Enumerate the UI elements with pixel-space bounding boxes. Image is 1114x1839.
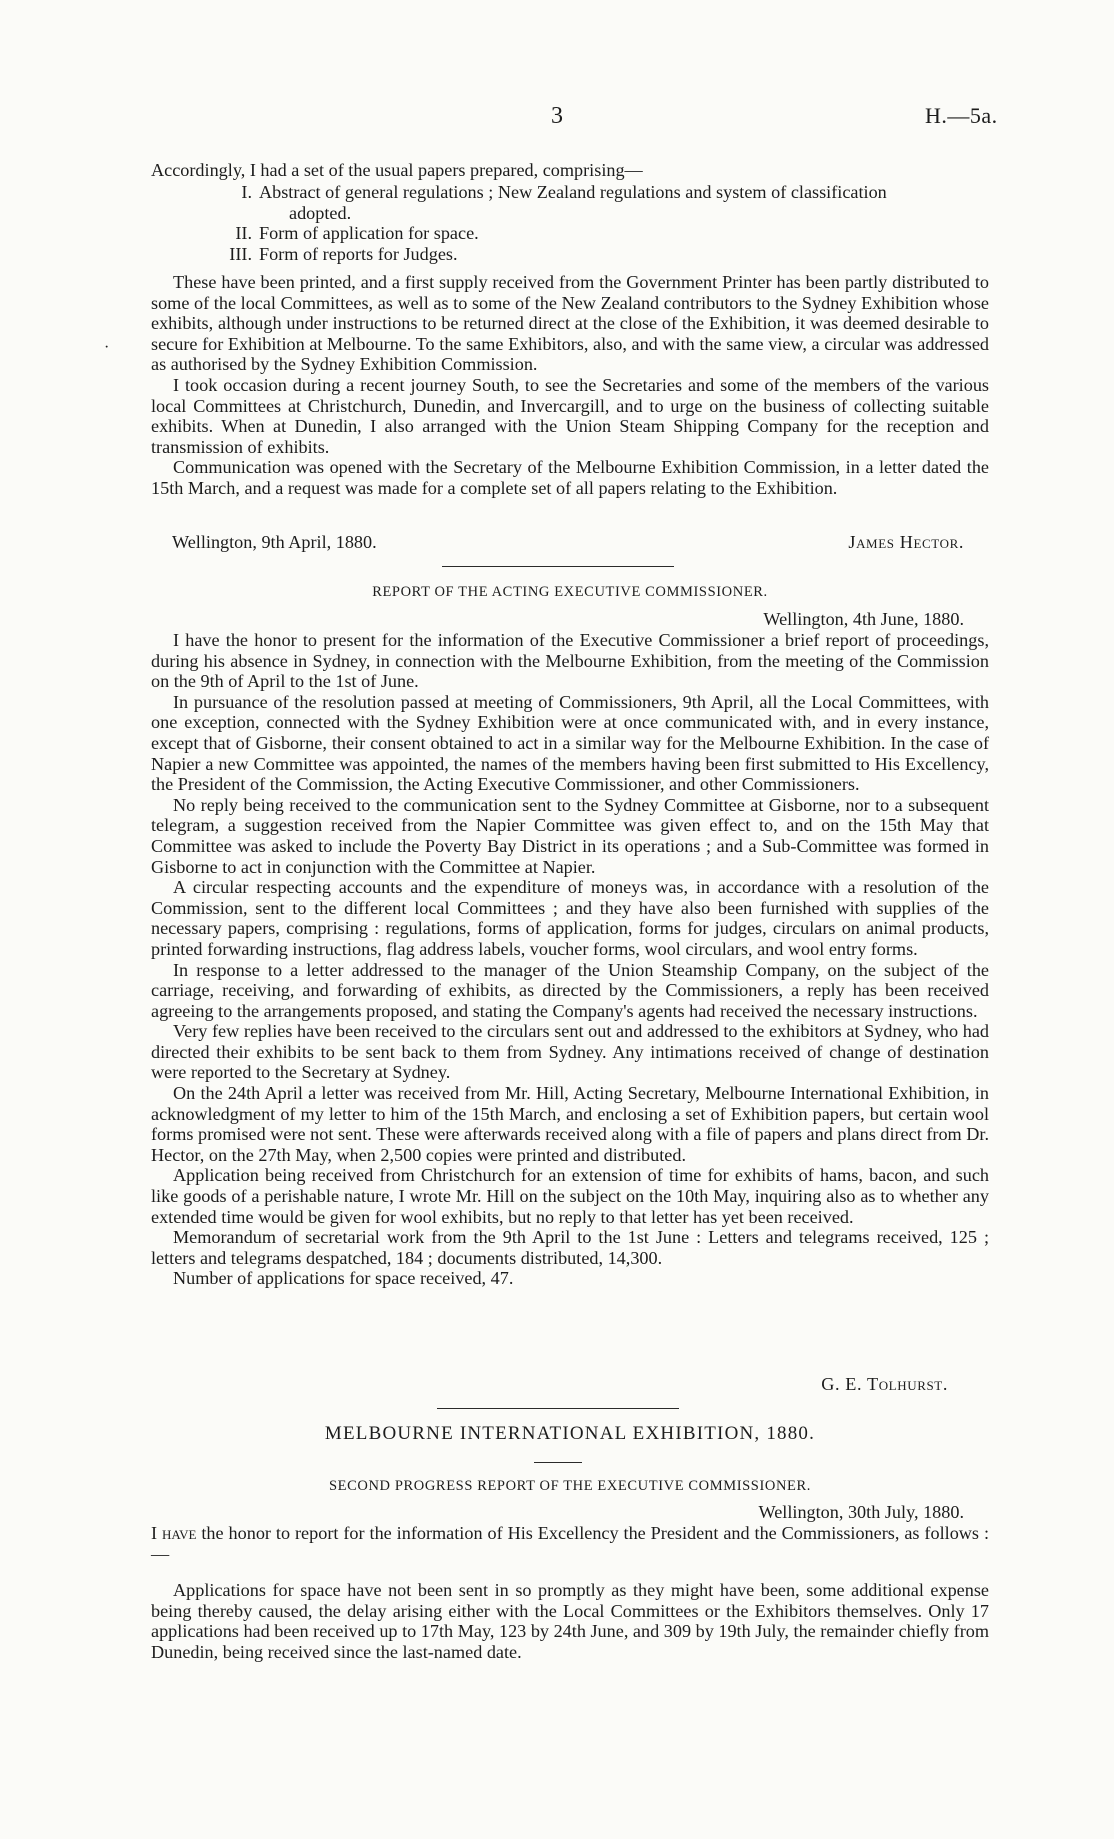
body-paragraph: On the 24th April a letter was received from Mr. Hill, Acting Secretary, Melbourne International Exhibition, in acknowledgment of my letter to him of the 15th March, and enclosing a set of Exhibition papers, but certain wool forms promised were not sent. These were afterwards received along with a file of papers and plans direct from Dr. Hector, on the 27th May, when 2,500 copies were printed and distributed. (151, 1083, 989, 1165)
page-number: 3 (551, 103, 563, 129)
list-number: II. (235, 223, 252, 244)
body-paragraph: A circular respecting accounts and the expenditure of moneys was, in accordance with a resolution of the Commission, sent to the different local Committees ; and they have also been furnished with supplies of the necessary papers, comprising : regulations, forms of application, forms for judges, circulars on animal products, printed forwarding instructions, flag address labels, voucher forms, wool circulars, and wool entry forms. (151, 877, 989, 959)
body-paragraph: Very few replies have been received to the circulars sent out and addressed to the exhibitors at Sydney, who had directed their exhibits to be sent back to them from Sydney. Any intimations received of change of destination were reported to the Secretary at Sydney. (151, 1021, 989, 1083)
body-paragraph: No reply being received to the communication sent to the Sydney Committee at Gisborne, nor to a subsequent telegram, a suggestion received from the Napier Committee was given effect to, and on the 15th May that Committee was asked to include the Poverty Bay District in its operations ; and a Sub-Committee was formed in Gisborne to act in conjunction with the Committee at Napier. (151, 794, 989, 877)
body-paragraph: Memorandum of secretarial work from the 9th April to the 1st June : Letters and telegrams received, 125 ; letters and telegrams despatched, 184 ; documents distributed, 14,300. (151, 1227, 989, 1268)
body-paragraph: I took occasion during a recent journey South, to see the Secretaries and some of the members of the various local Committees at Christchurch, Dunedin, and Invercargill, and to urge on the business of collecting suitable exhibits. When at Dunedin, I also arranged with the Union Steam Shipping Company for the reception and transmission of exhibits. (151, 374, 989, 457)
intro-block (151, 160, 989, 181)
signoff-name: James Hector. (848, 532, 964, 552)
list-item (151, 182, 989, 223)
short-divider (534, 1462, 582, 1463)
list-number: I. (241, 182, 252, 202)
body-paragraph: In response to a letter addressed to the manager of the Union Steamship Company, on the subject of the carriage, receiving, and forwarding of exhibits, as directed by the Commissioners, a reply has been received agreeing to the arrangements proposed, and stating the Company's agents had received the necessary instructions. (151, 959, 989, 1021)
acting-report-date: Wellington, 4th June, 1880. (763, 609, 964, 629)
section-divider (442, 566, 674, 567)
opening-caps: I have (151, 1523, 197, 1543)
list-text: Form of application for space. (259, 223, 479, 244)
list-item (151, 223, 989, 244)
body-paragraph: Applications for space have not been sent in so promptly as they might have been, some additional expense being thereby caused, the delay arising either with the Local Committees or the Exhibitors themselves. Only 17 applications had been received up to 17th May, 123 by 24th June, and 309 by 19th July, the remainder chiefly from Dunedin, being received since the last-named date. (151, 1580, 989, 1662)
papers-list (151, 182, 989, 264)
paper-reference: H.—5a. (925, 103, 998, 128)
body-paragraph: In pursuance of the resolution passed at meeting of Commissioners, 9th April, all the Local Committees, with one exception, connected with the Sydney Exhibition were at once communicated with, and in every instance, except that of Gisborne, their consent obtained to act in a similar way for the Melbourne Exhibition. In the case of Napier a new Committee was appointed, the names of the members having been first submitted to His Excellency, the President of the Commission, the Acting Executive Commissioner, and other Commissioners. (151, 691, 989, 795)
list-number: III. (229, 243, 252, 264)
body-paragraph: These have been printed, and a first supply received from the Government Printer has been partly distributed to some of the local Committees, as well as to some of the New Zealand contributors to the Sydney Exhibition whose exhibits, although under instructions to be returned direct at the close of the Exhibition, it was deemed desirable to secure for Exhibition at Melbourne. To the same Exhibitors, also, and with the same view, a circular was addressed as authorised by the Sydney Exhibition Commission. (151, 272, 989, 375)
signoff-place-date: Wellington, 9th April, 1880. (172, 532, 377, 552)
acting-report-heading: REPORT OF THE ACTING EXECUTIVE COMMISSIONER. (372, 584, 768, 600)
opening-paragraph (151, 1523, 989, 1564)
second-report-date: Wellington, 30th July, 1880. (758, 1502, 964, 1522)
second-report-body (151, 1580, 989, 1662)
acting-report-signer: G. E. Tolhurst. (821, 1374, 948, 1394)
list-item (151, 244, 989, 265)
list-text: Abstract of general regulations ; New Zealand regulations and system of classification (259, 182, 887, 202)
second-report-opening (151, 1523, 989, 1564)
hector-report-body (151, 272, 989, 499)
body-paragraph: I have the honor to present for the information of the Executive Commissioner a brief report of proceedings, during his absence in Sydney, in connection with the Melbourne Exhibition, from the meeting of the Commission on the 9th of April to the 1st of June. (151, 630, 989, 692)
second-report-heading: SECOND PROGRESS REPORT OF THE EXECUTIVE COMMISSIONER. (329, 1478, 811, 1494)
body-paragraph: Application being received from Christchurch for an extension of time for exhibits of hams, bacon, and such like goods of a perishable nature, I wrote Mr. Hill on the subject on the 10th May, inquiring also as to whether any extended time would be given for wool exhibits, but no reply to that letter has yet been received. (151, 1165, 989, 1227)
intro-paragraph: Accordingly, I had a set of the usual papers prepared, comprising— (151, 160, 643, 180)
body-paragraph: Number of applications for space received, 47. (173, 1268, 514, 1289)
opening-text: the honor to report for the information of His Excellency the President and the Commissioners, as follows :— (151, 1523, 989, 1564)
acting-report-body (151, 630, 989, 1289)
list-text: Form of reports for Judges. (259, 243, 458, 264)
list-text-continued: adopted. (289, 202, 352, 223)
body-paragraph: Communication was opened with the Secretary of the Melbourne Exhibition Commission, in a letter dated the 15th March, and a request was made for a complete set of all papers relating to the Exhibition. (151, 457, 989, 498)
section-divider (437, 1408, 679, 1409)
margin-mark: · (104, 339, 110, 356)
melbourne-exhibition-title: MELBOURNE INTERNATIONAL EXHIBITION, 1880. (324, 1423, 816, 1444)
